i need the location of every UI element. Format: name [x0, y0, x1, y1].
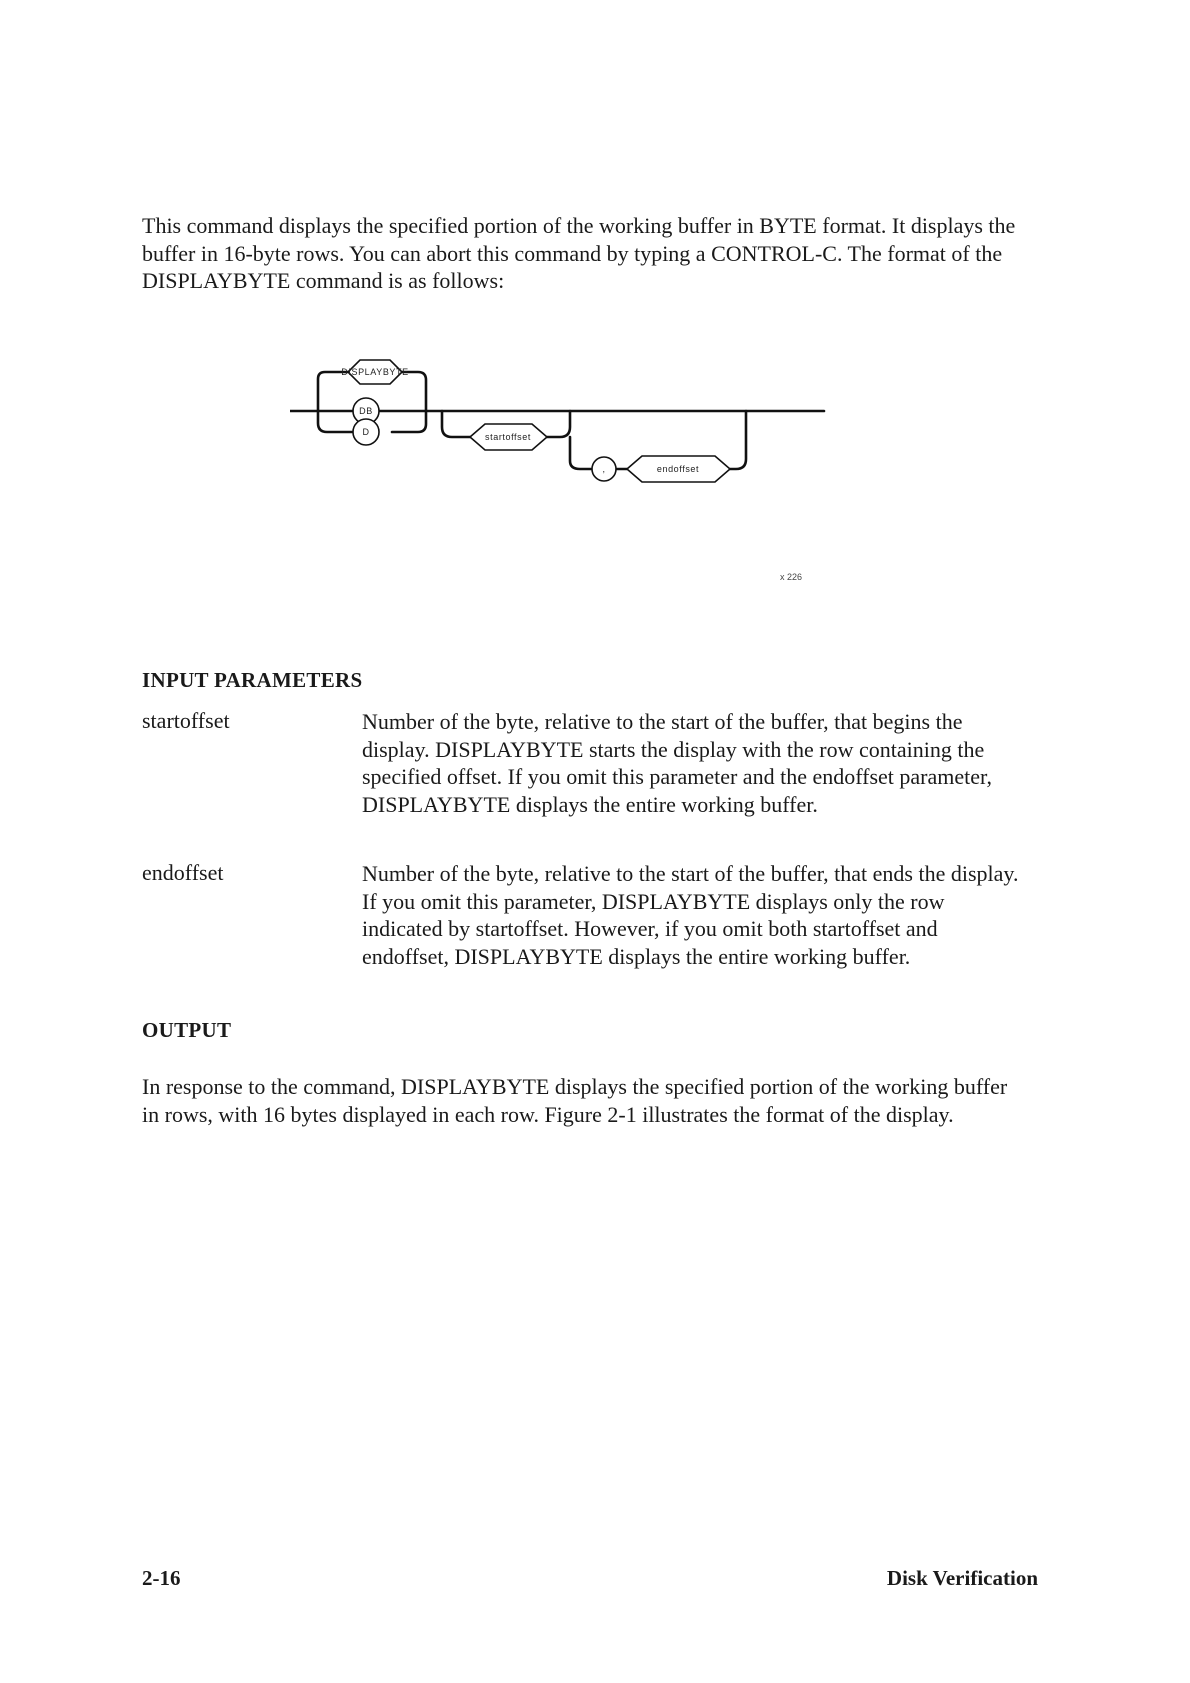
endoffset-label: endoffset: [656, 464, 700, 474]
intro-paragraph: This command displays the specified portion of the working buffer in BYTE format. It displays the buffer in 16-byte rows. You can abort this command by typing a CONTROL-C. The format of the DISPLAYBYTE command is as follows:: [142, 213, 1016, 293]
start-branch-right: [547, 411, 570, 437]
param-desc-startoffset: Number of the byte, relative to the start of the buffer, that begins the display. DISPLAYBYTE starts the display with the row containing the specified offset. If you omit this parameter and the endoffset parameter, DISPLAYBYTE displays the entire working buffer.: [362, 709, 992, 817]
start-branch-left: [442, 411, 470, 437]
d-keyword: D: [362, 427, 370, 437]
figure-id: x 226: [779, 572, 802, 582]
displaybyte-keyword: DISPLAYBYTE: [341, 367, 409, 377]
startoffset-label: startoffset: [485, 432, 531, 442]
chapter-title: Disk Verification: [886, 1566, 1038, 1590]
db-keyword: DB: [359, 406, 373, 416]
output-paragraph: In response to the command, DISPLAYBYTE displays the specified portion of the working buffer in rows, with 16 bytes displayed in each row. Figure 2-1 illustrates the format of the display.: [142, 1074, 1008, 1127]
param-desc-endoffset: Number of the byte, relative to the start of the buffer, that ends the display. If you omit this parameter, DISPLAYBYTE displays only the row indicated by startoffset. However, if you omit both startoffset and endoffset, DISPLAYBYTE displays the entire working buffer.: [362, 861, 1019, 969]
branch-top-left: [318, 372, 348, 411]
input-parameters-heading: INPUT PARAMETERS: [142, 668, 363, 692]
page-number: 2-16: [142, 1566, 181, 1590]
syntax-diagram: [290, 345, 830, 585]
branch-top-right: [402, 372, 426, 411]
end-branch-right: [730, 411, 746, 469]
param-name-endoffset: endoffset: [142, 860, 224, 885]
end-branch-left: [570, 437, 593, 469]
param-name-startoffset: startoffset: [142, 708, 230, 733]
branch-bottom-right: [392, 411, 426, 432]
output-heading: OUTPUT: [142, 1018, 232, 1042]
comma-label: ,: [602, 464, 606, 474]
